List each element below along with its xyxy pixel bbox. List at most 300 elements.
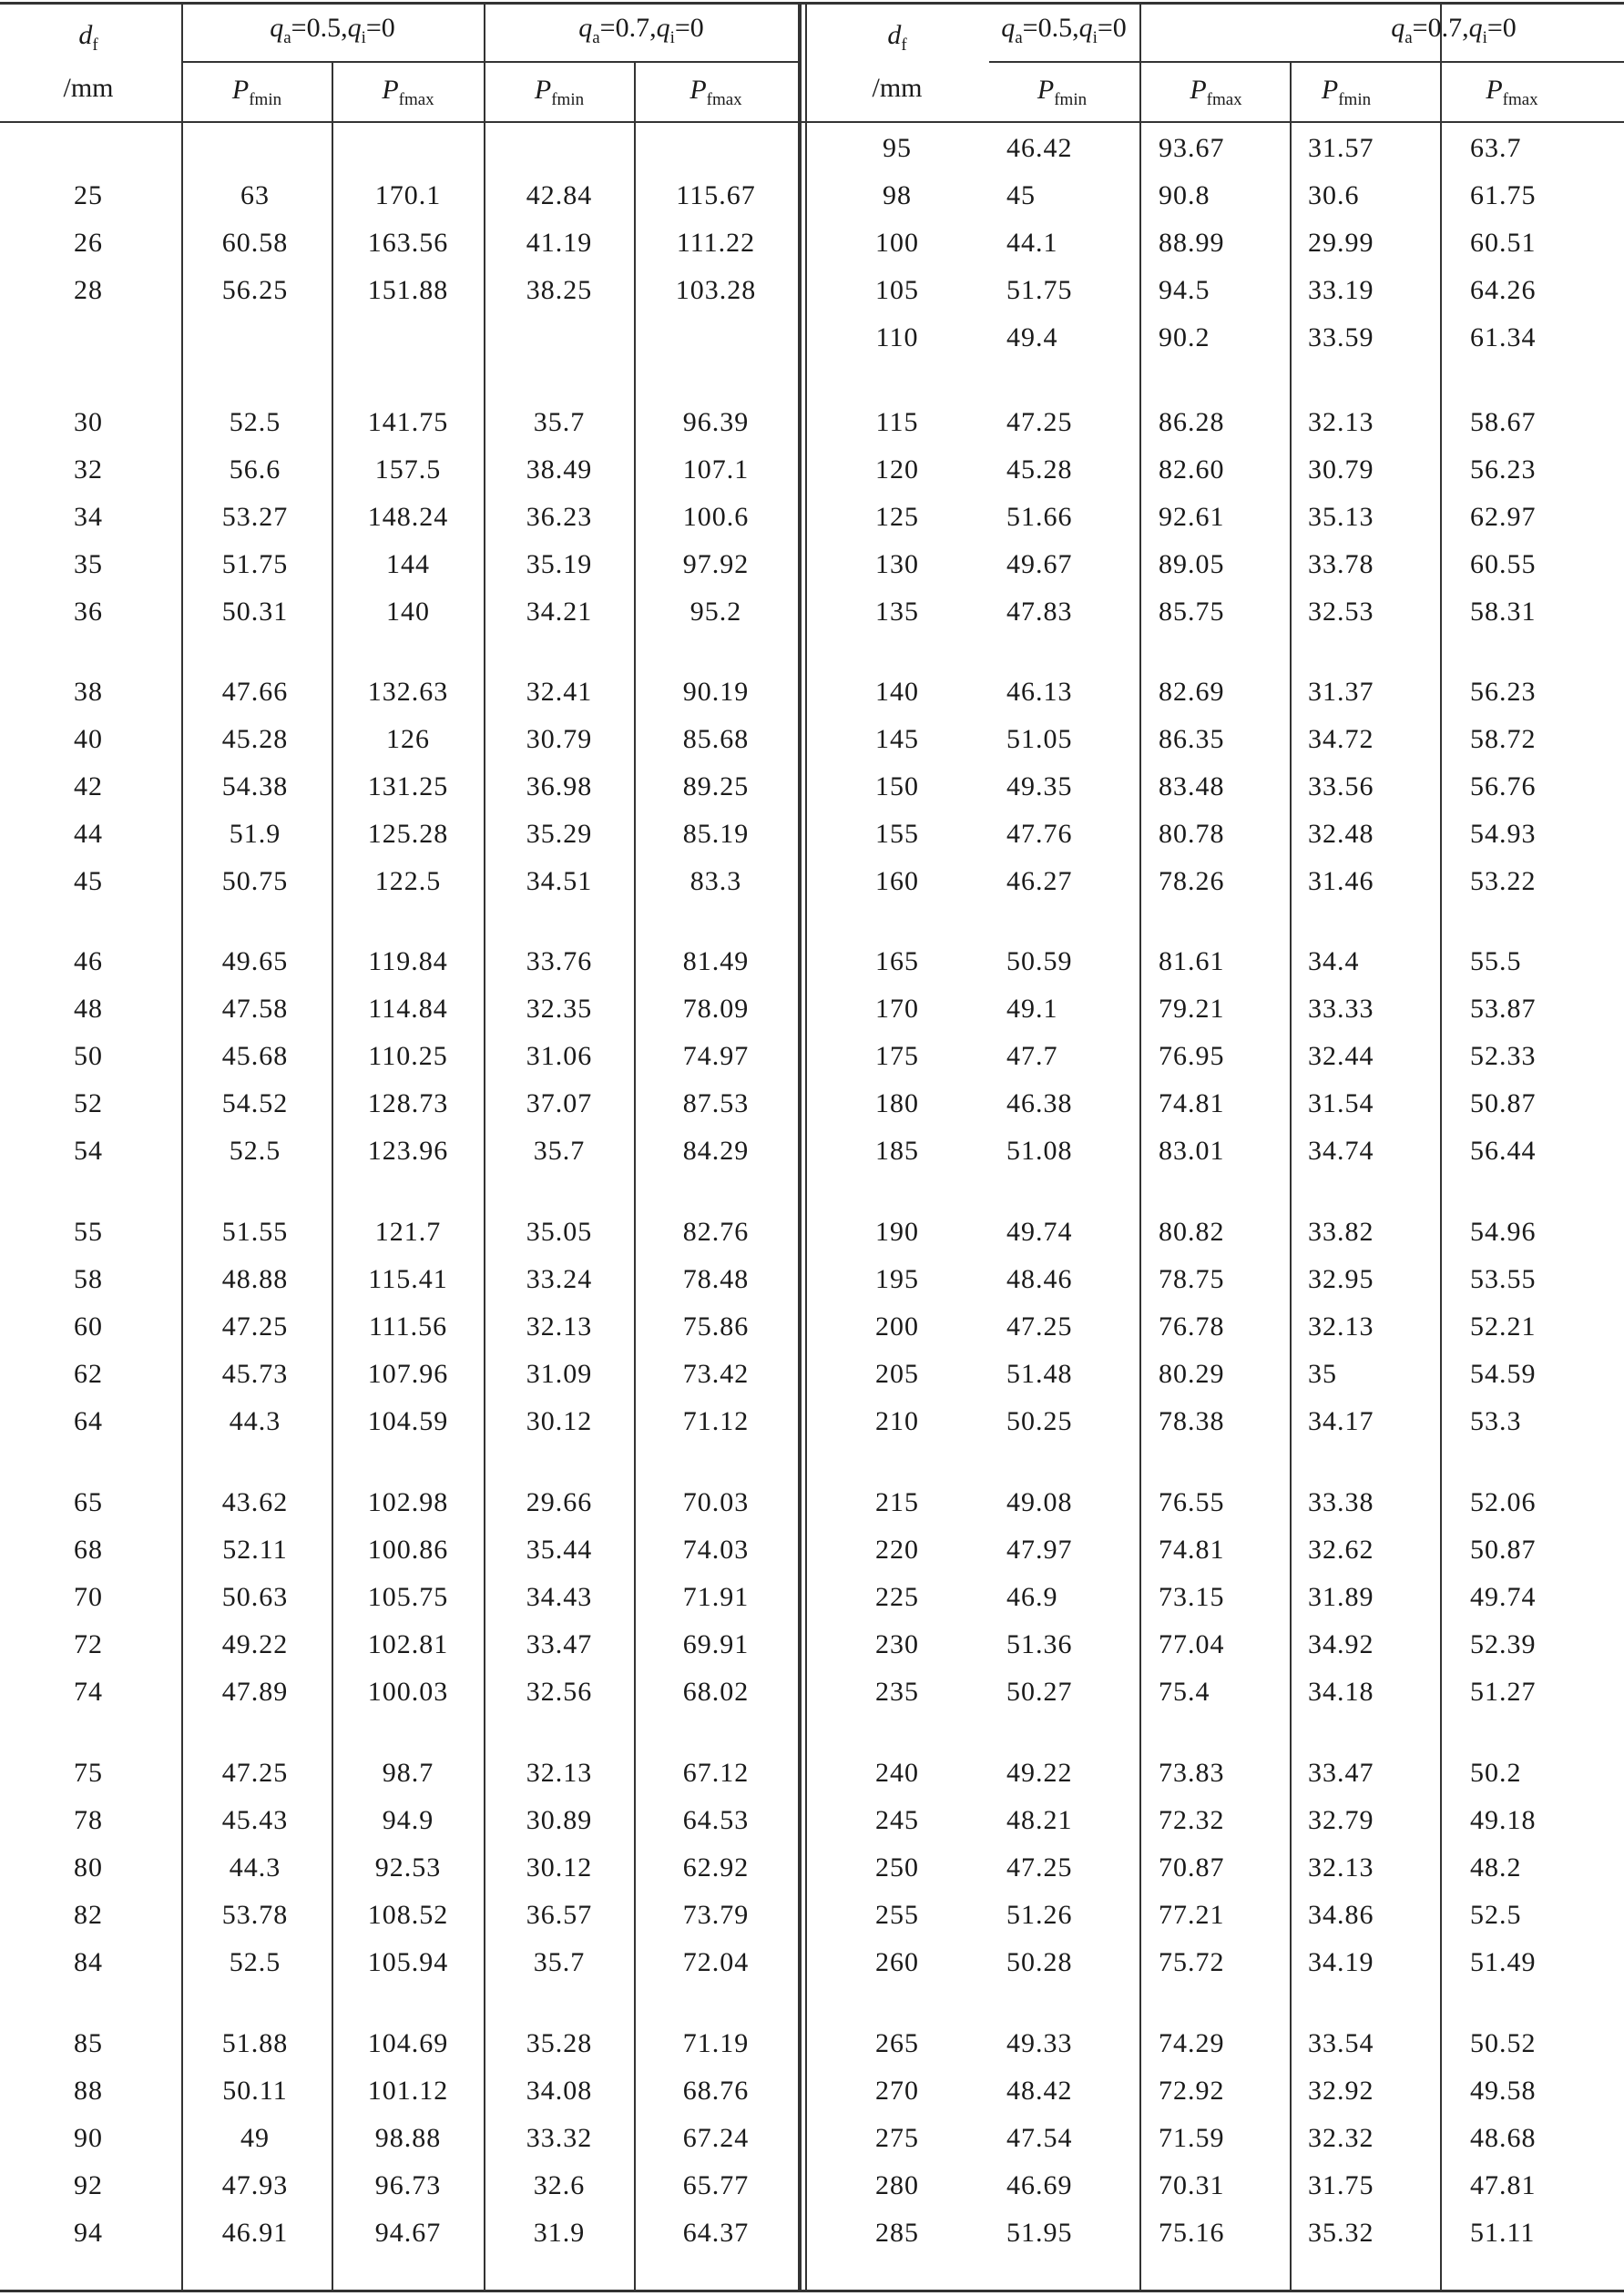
pfmax-cell-qa05: 107.96 [367,1359,449,1389]
pfmin-cell-qa07: 35.29 [526,819,593,849]
pfmax-cell-qa05: 151.88 [367,275,449,305]
pfmax-cell-qa05: 128.73 [367,1088,449,1118]
pfmax-cell-qa07: 60.55 [1470,549,1537,579]
df-cell: 65 [74,1487,103,1517]
pfmin-cell-qa07: 33.38 [1308,1487,1374,1517]
df-header: $d_f$ [78,20,98,55]
df-cell: 260 [875,1947,919,1977]
pfmax-cell-qa05: 80.78 [1159,819,1225,849]
pfmax-cell-qa05: 121.7 [374,1217,442,1247]
pfmin-cell-qa05: 47.25 [1006,1852,1073,1883]
pfmax-cell-qa05: 102.98 [367,1487,449,1517]
pfmax-header: $P_{fmax}$ [382,75,434,109]
pfmax-cell-qa07: 68.76 [682,2076,750,2106]
pfmax-header: $P_{fmax}$ [1190,75,1242,109]
pfmax-cell-qa07: 85.68 [682,724,750,754]
df-cell: 155 [875,819,919,849]
pfmin-cell-qa05: 47.97 [1006,1535,1073,1565]
pfmax-cell-qa05: 96.73 [374,2170,442,2200]
df-cell: 60 [74,1311,103,1342]
pfmin-cell-qa07: 30.6 [1308,180,1360,210]
pfmin-cell-qa07: 35.7 [533,407,586,437]
df-cell: 75 [74,1758,103,1788]
df-cell: 195 [875,1264,919,1294]
pfmax-cell-qa07: 50.87 [1470,1535,1537,1565]
pfmin-cell-qa07: 36.57 [526,1900,593,1930]
df-cell: 280 [875,2170,919,2200]
pfmax-cell-qa05: 82.60 [1159,454,1225,485]
pfmin-cell-qa07: 34.21 [526,597,593,627]
pfmin-cell-qa05: 49.33 [1006,2028,1073,2058]
pfmin-cell-qa07: 34.43 [526,1582,593,1612]
pfmax-cell-qa05: 83.48 [1159,771,1225,801]
pfmin-cell-qa07: 32.41 [526,677,593,707]
pfmax-cell-qa07: 65.77 [682,2170,750,2200]
df-cell: 210 [875,1406,919,1436]
pfmax-cell-qa07: 58.67 [1470,407,1537,437]
pfmax-cell-qa07: 58.31 [1470,597,1537,627]
pfmin-cell-qa07: 32.13 [1308,407,1374,437]
header-group-rule [989,61,1624,63]
df-cell: 52 [74,1088,103,1118]
pfmax-cell-qa07: 56.44 [1470,1136,1537,1166]
pfmin-cell-qa07: 32.79 [1308,1805,1374,1835]
pfmin-cell-qa05: 50.59 [1006,946,1073,976]
df-cell: 105 [875,275,919,305]
pfmin-cell-qa05: 45.43 [221,1805,289,1835]
pfmin-cell-qa07: 32.44 [1308,1041,1374,1071]
df-cell: 220 [875,1535,919,1565]
pfmin-cell-qa07: 32.13 [1308,1311,1374,1342]
df-cell: 58 [74,1264,103,1294]
pfmax-cell-qa05: 119.84 [368,946,448,976]
pfmin-cell-qa07: 33.82 [1308,1217,1374,1247]
df-cell: 120 [875,454,919,485]
pfmin-cell-qa07: 31.06 [526,1041,593,1071]
pfmax-header: $P_{fmax}$ [1486,75,1538,109]
df-cell: 45 [74,866,103,896]
pfmax-cell-qa05: 85.75 [1159,597,1225,627]
df-cell: 270 [875,2076,919,2106]
pfmax-cell-qa07: 56.23 [1470,454,1537,485]
df-cell: 145 [875,724,919,754]
group-header-qa-0.7: $q_a=0.7,q_i=0$ [1391,13,1517,47]
pfmax-cell-qa05: 140 [386,597,430,627]
pfmin-cell-qa05: 45.73 [221,1359,289,1389]
pfmin-cell-qa05: 46.69 [1006,2170,1073,2200]
pfmin-cell-qa07: 35 [1308,1359,1337,1389]
column-rule [1440,4,1442,2291]
pfmax-cell-qa07: 100.6 [682,502,750,532]
df-header: $d_f$ [887,20,907,55]
df-cell: 235 [875,1677,919,1707]
pfmax-cell-qa05: 157.5 [374,454,442,485]
pfmin-cell-qa05: 49.22 [221,1629,289,1659]
pfmin-cell-qa05: 47.54 [1006,2123,1073,2153]
pfmax-cell-qa07: 51.27 [1470,1677,1537,1707]
pfmin-cell-qa05: 47.25 [1006,1311,1073,1342]
pfmax-cell-qa07: 97.92 [682,549,750,579]
pfmax-cell-qa07: 53.22 [1470,866,1537,896]
pfmax-cell-qa07: 67.12 [682,1758,750,1788]
df-cell: 70 [74,1582,103,1612]
pfmax-cell-qa07: 52.21 [1470,1311,1537,1342]
pfmin-cell-qa07: 32.56 [526,1677,593,1707]
pfmax-cell-qa07: 75.86 [682,1311,750,1342]
pfmax-cell-qa05: 94.5 [1159,275,1210,305]
unit-header: /mm [63,73,114,103]
pfmin-cell-qa05: 48.88 [221,1264,289,1294]
pfmax-cell-qa07: 49.74 [1470,1582,1537,1612]
pfmin-cell-qa05: 47.58 [221,994,289,1024]
pfmax-cell-qa05: 111.56 [368,1311,448,1342]
pfmax-cell-qa07: 71.12 [682,1406,750,1436]
df-cell: 165 [875,946,919,976]
pfmin-cell-qa05: 50.31 [221,597,289,627]
pfmax-cell-qa07: 50.87 [1470,1088,1537,1118]
pfmin-cell-qa07: 32.48 [1308,819,1374,849]
pfmax-cell-qa05: 86.35 [1159,724,1225,754]
df-cell: 42 [74,771,103,801]
pfmax-cell-qa07: 53.55 [1470,1264,1537,1294]
pfmin-cell-qa05: 50.11 [222,2076,288,2106]
column-rule [484,4,485,2291]
pfmax-cell-qa07: 50.2 [1470,1758,1522,1788]
pfmax-cell-qa07: 53.87 [1470,994,1537,1024]
df-cell: 50 [74,1041,103,1071]
pfmin-cell-qa07: 30.79 [1308,454,1374,485]
pfmax-cell-qa05: 110.25 [368,1041,448,1071]
pfmin-cell-qa07: 35.13 [1308,502,1374,532]
pfmax-cell-qa05: 79.21 [1159,994,1225,1024]
pfmin-cell-qa05: 47.83 [1006,597,1073,627]
pfmax-cell-qa05: 70.31 [1159,2170,1225,2200]
pfmin-cell-qa05: 51.75 [221,549,289,579]
pfmin-cell-qa05: 50.75 [221,866,289,896]
df-cell: 100 [875,228,919,258]
df-cell: 34 [74,502,103,532]
pfmin-cell-qa05: 50.28 [1006,1947,1073,1977]
pfmax-cell-qa05: 77.21 [1159,1900,1225,1930]
header-bottom-rule [0,121,1624,123]
pfmax-cell-qa05: 114.84 [368,994,448,1024]
pfmax-cell-qa05: 75.16 [1159,2218,1225,2248]
df-cell: 25 [74,180,103,210]
pfmax-cell-qa07: 51.11 [1470,2218,1536,2248]
pfmin-cell-qa05: 49.74 [1006,1217,1073,1247]
column-rule [634,62,636,2291]
df-cell: 180 [875,1088,919,1118]
pfmin-cell-qa07: 33.33 [1308,994,1374,1024]
pfmax-cell-qa07: 50.52 [1470,2028,1537,2058]
pfmin-cell-qa07: 36.98 [526,771,593,801]
pfmin-cell-qa07: 35.7 [533,1136,586,1166]
group-header-qa-0.7: $q_a=0.7,q_i=0$ [578,13,704,47]
df-cell: 80 [74,1852,103,1883]
pfmax-cell-qa07: 56.76 [1470,771,1537,801]
df-cell: 38 [74,677,103,707]
pfmax-cell-qa05: 141.75 [367,407,449,437]
pfmin-header: $P_{fmin}$ [534,75,585,109]
pfmax-cell-qa05: 126 [386,724,430,754]
column-rule [1139,4,1141,2291]
pfmax-cell-qa07: 95.2 [689,597,742,627]
pfmin-cell-qa05: 44.1 [1006,228,1058,258]
pfmin-cell-qa07: 32.62 [1308,1535,1374,1565]
df-cell: 285 [875,2218,919,2248]
pfmin-cell-qa07: 32.13 [1308,1852,1374,1883]
pfmin-cell-qa05: 47.89 [221,1677,289,1707]
df-cell: 255 [875,1900,919,1930]
df-cell: 98 [883,180,912,210]
pfmax-cell-qa07: 52.06 [1470,1487,1537,1517]
pfmax-cell-qa07: 87.53 [682,1088,750,1118]
pfmin-cell-qa07: 33.32 [526,2123,593,2153]
pfmin-cell-qa05: 48.21 [1006,1805,1073,1835]
pfmin-cell-qa05: 47.25 [221,1311,289,1342]
pfmin-cell-qa05: 51.36 [1006,1629,1073,1659]
pfmin-cell-qa05: 46.27 [1006,866,1073,896]
pfmax-cell-qa07: 96.39 [682,407,750,437]
pfmin-cell-qa07: 31.57 [1308,133,1374,163]
df-cell: 85 [74,2028,103,2058]
pfmax-cell-qa05: 170.1 [374,180,442,210]
pfmax-cell-qa05: 92.53 [374,1852,442,1883]
df-cell: 28 [74,275,103,305]
pfmax-cell-qa05: 102.81 [367,1629,449,1659]
pfmin-cell-qa07: 35.32 [1308,2218,1374,2248]
pfmin-cell-qa05: 49.4 [1006,322,1058,352]
pfmin-cell-qa05: 46.38 [1006,1088,1073,1118]
column-rule [1290,62,1292,2291]
pfmin-cell-qa07: 34.19 [1308,1947,1374,1977]
pfmin-cell-qa05: 46.91 [221,2218,289,2248]
pfmin-cell-qa07: 33.76 [526,946,593,976]
pfmax-cell-qa07: 55.5 [1470,946,1522,976]
pfmax-cell-qa05: 73.15 [1159,1582,1225,1612]
pfmin-cell-qa05: 47.66 [221,677,289,707]
pfmax-cell-qa05: 148.24 [367,502,449,532]
pfmin-cell-qa07: 32.13 [526,1311,593,1342]
pfmin-cell-qa05: 45.28 [1006,454,1073,485]
pfmin-cell-qa07: 33.19 [1308,275,1374,305]
pfmin-cell-qa07: 33.78 [1308,549,1374,579]
pfmax-cell-qa07: 60.51 [1470,228,1537,258]
pfmax-cell-qa07: 54.93 [1470,819,1537,849]
pfmax-cell-qa05: 101.12 [367,2076,449,2106]
pfmin-cell-qa07: 31.46 [1308,866,1374,896]
panel-divider [800,4,802,2291]
df-cell: 62 [74,1359,103,1389]
pfmin-cell-qa07: 34.51 [526,866,593,896]
df-cell: 48 [74,994,103,1024]
df-cell: 55 [74,1217,103,1247]
pfmin-cell-qa07: 32.35 [526,994,593,1024]
pfmax-cell-qa07: 48.2 [1470,1852,1522,1883]
pfmin-cell-qa07: 34.4 [1308,946,1360,976]
pfmax-cell-qa07: 90.19 [682,677,750,707]
pfmax-header: $P_{fmax}$ [689,75,742,109]
pfmax-cell-qa05: 72.92 [1159,2076,1225,2106]
pfmax-cell-qa07: 68.02 [682,1677,750,1707]
pfmax-cell-qa05: 90.2 [1159,322,1210,352]
df-cell: 130 [875,549,919,579]
pfmin-cell-qa07: 30.12 [526,1406,593,1436]
pfmin-cell-qa07: 30.79 [526,724,593,754]
pfmin-cell-qa07: 31.09 [526,1359,593,1389]
pfmax-cell-qa05: 100.86 [367,1535,449,1565]
pfmax-cell-qa07: 89.25 [682,771,750,801]
df-cell: 32 [74,454,103,485]
pfmin-cell-qa05: 49.22 [1006,1758,1073,1788]
df-cell: 90 [74,2123,103,2153]
pfmax-cell-qa05: 83.01 [1159,1136,1225,1166]
pfmin-cell-qa05: 51.9 [229,819,281,849]
pfmax-cell-qa05: 76.78 [1159,1311,1225,1342]
pfmax-cell-qa05: 100.03 [367,1677,449,1707]
pfmax-cell-qa05: 104.59 [367,1406,449,1436]
pfmax-cell-qa07: 115.67 [676,180,756,210]
pfmax-cell-qa05: 74.29 [1159,2028,1225,2058]
pfmax-cell-qa05: 144 [386,549,430,579]
pfmax-cell-qa05: 74.81 [1159,1088,1225,1118]
pfmax-cell-qa05: 92.61 [1159,502,1225,532]
pfmin-cell-qa05: 51.88 [221,2028,289,2058]
pfmax-cell-qa05: 89.05 [1159,549,1225,579]
df-cell: 95 [883,133,912,163]
df-cell: 200 [875,1311,919,1342]
pfmax-cell-qa07: 64.26 [1470,275,1537,305]
pfmin-cell-qa05: 51.75 [1006,275,1073,305]
pfmin-cell-qa05: 51.55 [221,1217,289,1247]
pfmin-cell-qa05: 45.68 [221,1041,289,1071]
df-cell: 26 [74,228,103,258]
pfmax-cell-qa07: 107.1 [682,454,750,485]
pfmin-cell-qa07: 34.17 [1308,1406,1374,1436]
df-cell: 68 [74,1535,103,1565]
df-cell: 140 [875,677,919,707]
pfmax-cell-qa07: 73.79 [682,1900,750,1930]
pfmax-cell-qa05: 123.96 [367,1136,449,1166]
pfmin-cell-qa05: 51.48 [1006,1359,1073,1389]
header-group-rule [181,61,799,63]
pfmax-cell-qa07: 56.23 [1470,677,1537,707]
pfmax-cell-qa05: 81.61 [1159,946,1225,976]
pfmin-cell-qa07: 32.92 [1308,2076,1374,2106]
pfmin-cell-qa07: 42.84 [526,180,593,210]
pfmin-cell-qa05: 52.5 [229,1136,281,1166]
pfmax-cell-qa05: 71.59 [1159,2123,1225,2153]
pfmax-cell-qa05: 73.83 [1159,1758,1225,1788]
pfmax-cell-qa05: 74.81 [1159,1535,1225,1565]
pfmin-cell-qa07: 33.59 [1308,322,1374,352]
pfmin-cell-qa07: 34.08 [526,2076,593,2106]
pfmax-cell-qa07: 70.03 [682,1487,750,1517]
pfmin-cell-qa05: 51.26 [1006,1900,1073,1930]
pfmax-cell-qa07: 111.22 [676,228,756,258]
pfmin-cell-qa05: 49.65 [221,946,289,976]
pfmin-cell-qa05: 45.28 [221,724,289,754]
df-cell: 240 [875,1758,919,1788]
pfmax-cell-qa05: 80.29 [1159,1359,1225,1389]
pfmax-cell-qa05: 78.75 [1159,1264,1225,1294]
pfmax-cell-qa07: 58.72 [1470,724,1537,754]
column-rule [181,4,183,2291]
df-cell: 30 [74,407,103,437]
df-cell: 265 [875,2028,919,2058]
pfmin-cell-qa07: 34.92 [1308,1629,1374,1659]
df-cell: 185 [875,1136,919,1166]
group-header-qa-0.5: $q_a=0.5,q_i=0$ [270,13,395,47]
pfmin-cell-qa05: 52.5 [229,1947,281,1977]
pfmax-cell-qa05: 82.69 [1159,677,1225,707]
pfmin-cell-qa05: 47.25 [1006,407,1073,437]
pfmax-cell-qa07: 54.96 [1470,1217,1537,1247]
pfmax-cell-qa05: 122.5 [374,866,442,896]
pfmin-cell-qa05: 54.52 [221,1088,289,1118]
pfmin-cell-qa05: 46.13 [1006,677,1073,707]
pfmax-cell-qa05: 90.8 [1159,180,1210,210]
pfmin-cell-qa05: 44.3 [229,1406,281,1436]
df-cell: 225 [875,1582,919,1612]
pfmin-cell-qa07: 35.19 [526,549,593,579]
pfmax-cell-qa05: 105.94 [367,1947,449,1977]
pfmin-cell-qa07: 32.95 [1308,1264,1374,1294]
df-cell: 35 [74,549,103,579]
pfmin-cell-qa07: 34.74 [1308,1136,1374,1166]
df-cell: 40 [74,724,103,754]
pfmax-cell-qa07: 82.76 [682,1217,750,1247]
pfmin-cell-qa05: 52.11 [222,1535,288,1565]
pfmin-cell-qa07: 32.53 [1308,597,1374,627]
pfmax-cell-qa07: 53.3 [1470,1406,1522,1436]
pfmax-cell-qa07: 52.39 [1470,1629,1537,1659]
df-cell: 190 [875,1217,919,1247]
pfmin-cell-qa07: 30.12 [526,1852,593,1883]
pfmin-cell-qa05: 56.6 [229,454,281,485]
pfmax-cell-qa05: 80.82 [1159,1217,1225,1247]
pfmax-cell-qa05: 86.28 [1159,407,1225,437]
pfmin-cell-qa07: 31.89 [1308,1582,1374,1612]
pfmin-cell-qa07: 37.07 [526,1088,593,1118]
pfmin-cell-qa05: 50.25 [1006,1406,1073,1436]
pfmax-cell-qa05: 70.87 [1159,1852,1225,1883]
pfmin-cell-qa07: 35.05 [526,1217,593,1247]
pfmax-cell-qa05: 75.72 [1159,1947,1225,1977]
pfmax-cell-qa07: 73.42 [682,1359,750,1389]
pfmin-cell-qa07: 33.54 [1308,2028,1374,2058]
df-cell: 54 [74,1136,103,1166]
df-cell: 92 [74,2170,103,2200]
pfmin-cell-qa05: 47.25 [221,1758,289,1788]
pfmin-cell-qa05: 49.08 [1006,1487,1073,1517]
pfmin-cell-qa05: 50.63 [221,1582,289,1612]
pfmax-cell-qa05: 115.41 [368,1264,448,1294]
pfmin-cell-qa07: 29.66 [526,1487,593,1517]
pfmin-cell-qa05: 50.27 [1006,1677,1073,1707]
df-cell: 94 [74,2218,103,2248]
pfmax-cell-qa07: 51.49 [1470,1947,1537,1977]
df-cell: 78 [74,1805,103,1835]
pfmin-cell-qa05: 49.35 [1006,771,1073,801]
pfmax-cell-qa05: 76.55 [1159,1487,1225,1517]
df-cell: 74 [74,1677,103,1707]
df-cell: 110 [875,322,919,352]
pfmin-cell-qa05: 56.25 [221,275,289,305]
pfmin-cell-qa05: 60.58 [221,228,289,258]
pfmax-cell-qa07: 74.97 [682,1041,750,1071]
group-header-qa-0.5: $q_a=0.5,q_i=0$ [1001,13,1127,47]
